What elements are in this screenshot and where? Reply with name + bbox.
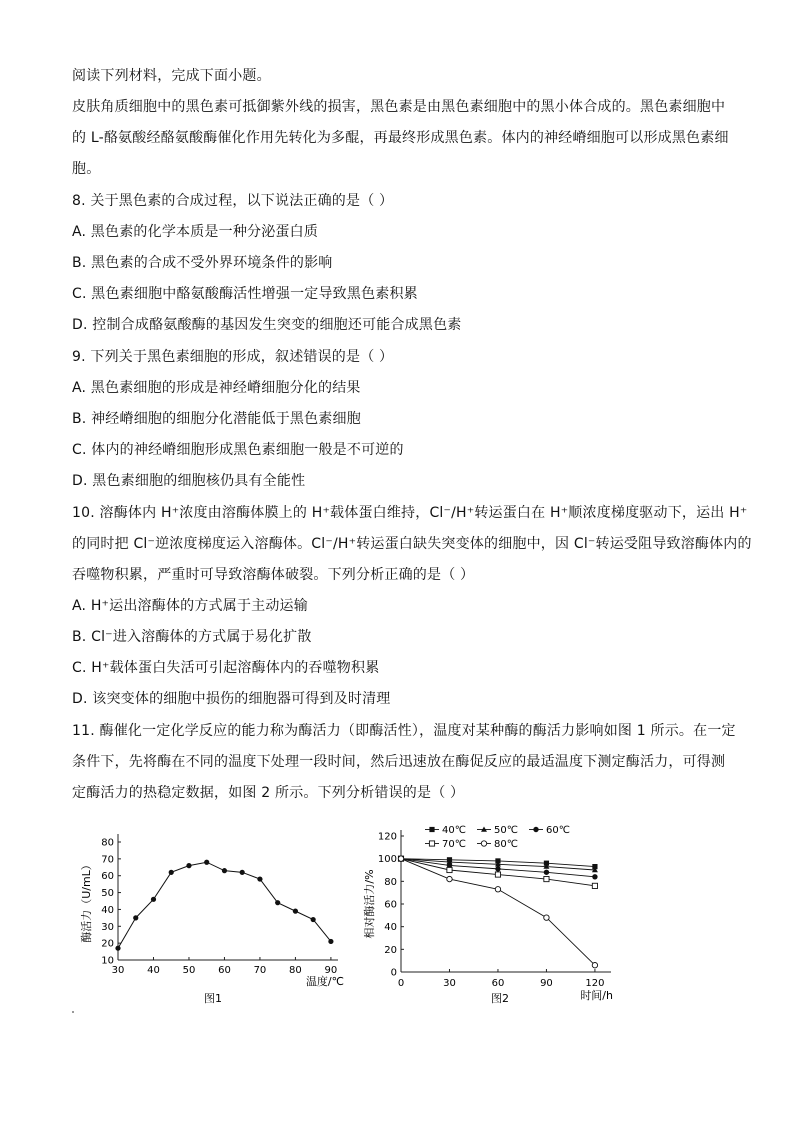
text-line: D. 黑色素细胞的细胞核仍具有全能性 xyxy=(72,473,306,489)
legend-marker xyxy=(533,827,538,832)
stray-dot xyxy=(72,1011,74,1013)
x-axis-label: 时间/h xyxy=(580,989,613,1002)
y-tick-label: 10 xyxy=(101,955,114,967)
y-tick-label: 80 xyxy=(101,837,114,849)
data-point xyxy=(222,868,227,873)
x-tick-label: 60 xyxy=(491,978,505,989)
data-point xyxy=(544,876,549,881)
text-line: A. 黑色素细胞的形成是神经嵴细胞分化的结果 xyxy=(72,380,361,396)
text-line: 11. 酶催化一定化学反应的能力称为酶活力（即酶活性），温度对某种酶的酶活力影响如图 1 所示。在一定 xyxy=(72,723,736,739)
figure-caption: 图1 xyxy=(204,992,222,1005)
text-line: 10. 溶酶体内 H⁺浓度由溶酶体膜上的 H⁺载体蛋白维持，Cl⁻/H⁺转运蛋白在 H⁺顺浓度梯度驱动下，运出 H⁺ xyxy=(72,505,748,521)
legend-label: 50℃ xyxy=(494,825,518,836)
x-tick-label: 30 xyxy=(111,965,125,976)
text-line: B. Cl⁻进入溶酶体的方式属于易化扩散 xyxy=(72,629,312,645)
y-axis-label: 酶活力（U/mL） xyxy=(80,859,93,943)
x-tick-label: 120 xyxy=(585,978,605,989)
y-tick-label: 120 xyxy=(377,831,397,843)
y-tick-label: 20 xyxy=(101,938,114,950)
text-line: D. 控制合成酪氨酸酶的基因发生突变的细胞还可能合成黑色素 xyxy=(72,317,462,333)
y-axis-label: 相对酶活力/% xyxy=(363,869,376,939)
data-point xyxy=(204,860,209,865)
x-tick-label: 40 xyxy=(147,965,160,976)
x-tick-label: 90 xyxy=(540,978,553,989)
data-point xyxy=(311,917,316,922)
x-tick-label: 50 xyxy=(182,965,196,976)
data-point xyxy=(495,872,500,877)
text-line: C. 黑色素细胞中酪氨酸酶活性增强一定导致黑色素积累 xyxy=(72,286,418,302)
legend-marker xyxy=(429,841,434,846)
x-tick-label: 0 xyxy=(397,978,405,989)
text-line: 吞噬物积累，严重时可导致溶酶体破裂。下列分析正确的是（ ） xyxy=(72,567,475,583)
x-tick-label: 80 xyxy=(289,965,302,976)
y-tick-label: 40 xyxy=(101,904,114,916)
y-tick-label: 50 xyxy=(101,888,114,900)
text-line: 8. 关于黑色素的合成过程，以下说法正确的是（ ） xyxy=(72,193,394,209)
text-line: C. 体内的神经嵴细胞形成黑色素细胞一般是不可逆的 xyxy=(72,442,404,458)
legend-label: 40℃ xyxy=(442,825,466,836)
data-point xyxy=(240,870,245,875)
x-tick-label: 70 xyxy=(253,965,267,976)
x-tick-label: 90 xyxy=(324,965,338,976)
y-tick-label: 100 xyxy=(377,854,397,866)
text-line: 皮肤角质细胞中的黑色素可抵御紫外线的损害，黑色素是由黑色素细胞中的黑小体合成的。黑色素细胞中 xyxy=(72,99,726,115)
data-point xyxy=(293,909,298,914)
text-line: 的 L-酪氨酸经酪氨酸酶催化作用先转化为多醌，再最终形成黑色素。体内的神经嵴细胞可以形成黑色素细 xyxy=(72,130,729,146)
data-point xyxy=(151,897,156,902)
data-point xyxy=(447,876,452,881)
y-tick-label: 30 xyxy=(101,921,114,933)
data-point xyxy=(275,900,280,905)
data-point xyxy=(592,874,597,879)
legend-label: 80℃ xyxy=(494,839,518,850)
y-tick-label: 60 xyxy=(384,899,397,911)
text-line: B. 神经嵴细胞的细胞分化潜能低于黑色素细胞 xyxy=(72,411,361,427)
data-point xyxy=(544,870,549,875)
data-point xyxy=(328,939,333,944)
x-tick-label: 30 xyxy=(443,978,456,989)
data-point xyxy=(398,856,403,861)
text-line: D. 该突变体的细胞中损伤的细胞器可得到及时清理 xyxy=(72,691,391,707)
y-tick-label: 20 xyxy=(384,944,397,956)
legend-label: 70℃ xyxy=(442,839,466,850)
data-point xyxy=(495,866,500,871)
data-point xyxy=(257,876,262,881)
x-axis-label: 温度/℃ xyxy=(305,975,344,988)
text-line: 9. 下列关于黑色素细胞的形成，叙述错误的是（ ） xyxy=(72,349,394,365)
figure-1-enzyme-activity-vs-temperature xyxy=(70,828,350,1008)
text-line: B. 黑色素的合成不受外界环境条件的影响 xyxy=(72,255,333,271)
data-point xyxy=(447,867,452,872)
text-line: C. H⁺载体蛋白失活可引起溶酶体内的吞噬物积累 xyxy=(72,660,380,676)
y-tick-label: 80 xyxy=(384,876,397,888)
data-point xyxy=(592,963,597,968)
y-tick-label: 70 xyxy=(101,854,114,866)
figure-caption: 图2 xyxy=(491,992,509,1005)
data-point xyxy=(186,863,191,868)
text-line: 的同时把 Cl⁻逆浓度梯度运入溶酶体。Cl⁻/H⁺转运蛋白缺失突变体的细胞中，因 Cl⁻转运受阻导致溶酶体内的 xyxy=(72,536,752,552)
data-point xyxy=(115,946,120,951)
text-line: 阅读下列材料，完成下面小题。 xyxy=(72,68,271,84)
text-line: A. H⁺运出溶酶体的方式属于主动运输 xyxy=(72,598,308,614)
data-point xyxy=(592,883,597,888)
data-point xyxy=(495,887,500,892)
figure-2-thermal-stability xyxy=(355,822,635,1008)
legend-marker xyxy=(429,827,434,832)
text-line: A. 黑色素的化学本质是一种分泌蛋白质 xyxy=(72,224,319,240)
series-line xyxy=(118,862,331,948)
text-line: 条件下，先将酶在不同的温度下处理一段时间，然后迅速放在酶促反应的最适温度下测定酶活力，可得测 xyxy=(72,754,726,770)
y-tick-label: 40 xyxy=(384,922,397,934)
x-tick-label: 60 xyxy=(218,965,231,976)
data-point xyxy=(544,915,549,920)
y-tick-label: 0 xyxy=(390,967,397,979)
text-line: 胞。 xyxy=(72,161,101,177)
legend-marker xyxy=(481,841,486,846)
data-point xyxy=(133,915,138,920)
text-line: 定酶活力的热稳定数据，如图 2 所示。下列分析错误的是（ ） xyxy=(72,785,465,801)
y-tick-label: 60 xyxy=(101,871,114,883)
legend-label: 60℃ xyxy=(546,825,570,836)
data-point xyxy=(169,870,174,875)
